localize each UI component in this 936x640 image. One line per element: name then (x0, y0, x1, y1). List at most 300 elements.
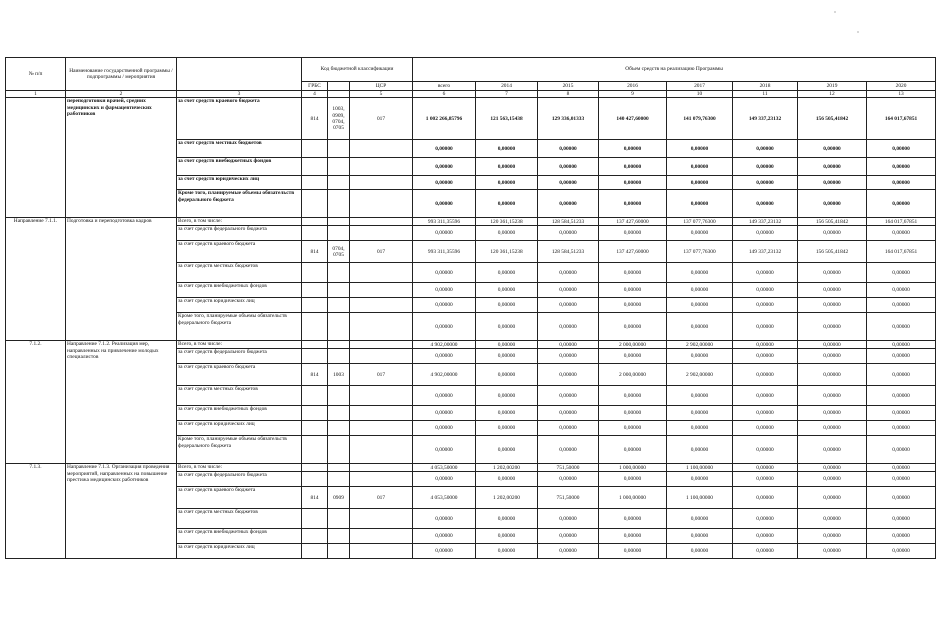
code-csr (350, 544, 413, 559)
code-csr (350, 140, 413, 158)
funding-source: за счет средств федерального бюджета (177, 226, 302, 241)
amount-cell: 0,00000 (667, 509, 733, 529)
amount-cell: 0,00000 (476, 341, 538, 349)
amount-cell: 0,00000 (538, 406, 599, 421)
amount-cell: 0,00000 (413, 176, 476, 190)
amount-cell: 4 902,00000 (413, 341, 476, 349)
header-year: 2020 (867, 82, 936, 91)
amount-cell: 0,00000 (599, 436, 667, 464)
amount-cell: 0,00000 (413, 226, 476, 241)
amount-cell: 140 427,60000 (599, 98, 667, 140)
amount-cell: 0,00000 (733, 364, 798, 386)
col-number: 5 (350, 91, 413, 98)
amount-cell: 0,00000 (476, 436, 538, 464)
amount-cell: 0,00000 (798, 341, 867, 349)
amount-cell: 0,00000 (413, 421, 476, 436)
amount-cell: 0,00000 (667, 313, 733, 341)
amount-cell: 0,00000 (733, 176, 798, 190)
amount-cell: 0,00000 (538, 436, 599, 464)
amount-cell: 0,00000 (798, 487, 867, 509)
amount-cell: 0,00000 (867, 509, 936, 529)
amount-cell: 0,00000 (667, 298, 733, 313)
code-grbs (302, 386, 328, 406)
amount-cell: 0,00000 (667, 349, 733, 364)
funding-source: за счет средств внебюджетных фондов (177, 406, 302, 421)
amount-cell: 0,00000 (599, 529, 667, 544)
amount-cell: 0,00000 (413, 386, 476, 406)
amount-cell: 0,00000 (733, 226, 798, 241)
amount-cell: 0,00000 (538, 364, 599, 386)
amount-cell: 0,00000 (599, 140, 667, 158)
amount-cell: 0,00000 (798, 436, 867, 464)
funding-source: Кроме того, планируемые объемы обязательств федерального бюджета (177, 313, 302, 341)
col-number (328, 91, 350, 98)
code-csr (350, 176, 413, 190)
amount-cell: 0,00000 (599, 158, 667, 176)
amount-cell: 0,00000 (867, 190, 936, 218)
amount-cell: 0,00000 (413, 509, 476, 529)
funding-source: за счет средств внебюджетных фондов (177, 158, 302, 176)
amount-cell: 0,00000 (538, 529, 599, 544)
code-grbs (302, 190, 328, 218)
code-rz (328, 283, 350, 298)
amount-cell: 156 505,41842 (798, 218, 867, 226)
code-grbs: 814 (302, 487, 328, 509)
amount-cell: 149 337,23132 (733, 98, 798, 140)
code-csr: 017 (350, 487, 413, 509)
amount-cell: 0,00000 (538, 509, 599, 529)
amount-cell: 0,00000 (476, 283, 538, 298)
amount-cell: 0,00000 (667, 263, 733, 283)
item-name: Направление 7.1.3. Организация проведения мероприятий, направленных на повышение престижа медицинских работников (66, 464, 177, 559)
item-number: 7.1.3. (6, 464, 66, 559)
amount-cell: 0,00000 (798, 298, 867, 313)
funding-source: за счет средств краевого бюджета (177, 364, 302, 386)
amount-cell: 0,00000 (538, 386, 599, 406)
amount-cell: 0,00000 (733, 313, 798, 341)
amount-cell: 0,00000 (599, 544, 667, 559)
amount-cell: 129 336,01333 (538, 98, 599, 140)
code-grbs (302, 421, 328, 436)
code-csr (350, 263, 413, 283)
code-rz (328, 544, 350, 559)
funding-source: за счет средств юридических лиц (177, 298, 302, 313)
code-csr: 017 (350, 364, 413, 386)
header-name: Наименование государственной программы / подпрограммы / мероприятия (66, 58, 177, 91)
amount-cell: 0,00000 (667, 176, 733, 190)
code-grbs: 814 (302, 241, 328, 263)
code-grbs (302, 218, 328, 226)
code-csr: 017 (350, 98, 413, 140)
budget-table (5, 57, 936, 559)
code-grbs (302, 406, 328, 421)
amount-cell: 0,00000 (798, 529, 867, 544)
amount-cell: 0,00000 (798, 140, 867, 158)
amount-cell: 0,00000 (867, 529, 936, 544)
amount-cell: 1 100,00000 (667, 487, 733, 509)
code-grbs (302, 298, 328, 313)
amount-cell: 0,00000 (733, 190, 798, 218)
amount-cell: 0,00000 (413, 263, 476, 283)
header-year: всего (413, 82, 476, 91)
amount-cell: 0,00000 (538, 263, 599, 283)
amount-cell: 0,00000 (733, 263, 798, 283)
amount-cell: 0,00000 (476, 349, 538, 364)
code-grbs: 814 (302, 98, 328, 140)
amount-cell: 0,00000 (733, 283, 798, 298)
amount-cell: 0,00000 (667, 529, 733, 544)
amount-cell: 0,00000 (798, 263, 867, 283)
amount-cell: 0,00000 (867, 487, 936, 509)
amount-cell: 0,00000 (867, 263, 936, 283)
amount-cell: 0,00000 (476, 509, 538, 529)
code-csr (350, 226, 413, 241)
code-rz (328, 226, 350, 241)
amount-cell: 4 053,50000 (413, 487, 476, 509)
funding-source: за счет средств местных бюджетов (177, 386, 302, 406)
amount-cell: 0,00000 (798, 421, 867, 436)
funding-source: за счет средств юридических лиц (177, 544, 302, 559)
amount-cell: 0,00000 (733, 487, 798, 509)
col-number: 4 (302, 91, 328, 98)
amount-cell: 0,00000 (476, 140, 538, 158)
amount-cell: 0,00000 (867, 341, 936, 349)
amount-cell: 0,00000 (867, 226, 936, 241)
item-name: переподготовки врачей, средних медицинских и фармацевтических работников (66, 98, 177, 218)
code-rz (328, 421, 350, 436)
amount-cell: 0,00000 (667, 421, 733, 436)
code-csr (350, 158, 413, 176)
amount-cell: 0,00000 (667, 472, 733, 487)
header-code: Код бюджетной классификации (302, 58, 413, 82)
code-grbs (302, 341, 328, 349)
amount-cell: 0,00000 (476, 226, 538, 241)
funding-source: за счет средств местных бюджетов (177, 140, 302, 158)
code-rz (328, 349, 350, 364)
code-grbs (302, 283, 328, 298)
funding-source: Всего, в том числе: (177, 464, 302, 472)
amount-cell: 164 017,67851 (867, 241, 936, 263)
amount-cell: 0,00000 (413, 313, 476, 341)
code-csr (350, 283, 413, 298)
amount-cell: 0,00000 (599, 349, 667, 364)
code-csr (350, 349, 413, 364)
code-csr (350, 406, 413, 421)
amount-cell: 0,00000 (798, 509, 867, 529)
amount-cell: 0,00000 (476, 421, 538, 436)
amount-cell: 0,00000 (476, 190, 538, 218)
code-rz (328, 341, 350, 349)
funding-source: за счет средств юридических лиц (177, 421, 302, 436)
amount-cell: 0,00000 (867, 472, 936, 487)
amount-cell: 0,00000 (538, 176, 599, 190)
header-csr: ЦСР (350, 82, 413, 91)
amount-cell: 0,00000 (798, 406, 867, 421)
amount-cell: 0,00000 (733, 386, 798, 406)
amount-cell: 0,00000 (599, 190, 667, 218)
amount-cell: 156 505,41842 (798, 98, 867, 140)
amount-cell: 1 202,00200 (476, 487, 538, 509)
amount-cell: 120 361,15238 (476, 218, 538, 226)
amount-cell: 0,00000 (538, 349, 599, 364)
funding-source: за счет средств краевого бюджета (177, 98, 302, 140)
col-number: 11 (733, 91, 798, 98)
amount-cell: 0,00000 (798, 283, 867, 298)
code-grbs (302, 472, 328, 487)
amount-cell: 0,00000 (733, 436, 798, 464)
amount-cell: 4 053,50000 (413, 464, 476, 472)
amount-cell: 0,00000 (599, 176, 667, 190)
amount-cell: 0,00000 (599, 263, 667, 283)
amount-cell: 0,00000 (476, 386, 538, 406)
amount-cell: 0,00000 (599, 509, 667, 529)
amount-cell: 0,00000 (867, 364, 936, 386)
amount-cell: 0,00000 (667, 406, 733, 421)
header-rz (328, 82, 350, 91)
amount-cell: 0,00000 (733, 464, 798, 472)
amount-cell: 149 337,23132 (733, 218, 798, 226)
amount-cell: 0,00000 (538, 283, 599, 298)
amount-cell: 0,00000 (599, 313, 667, 341)
amount-cell: 0,00000 (538, 140, 599, 158)
header-source (177, 58, 302, 91)
amount-cell: 0,00000 (599, 386, 667, 406)
amount-cell: 0,00000 (538, 298, 599, 313)
amount-cell: 0,00000 (667, 158, 733, 176)
amount-cell: 2 902,00000 (667, 364, 733, 386)
amount-cell: 0,00000 (667, 140, 733, 158)
amount-cell: 0,00000 (413, 529, 476, 544)
funding-source: за счет средств местных бюджетов (177, 509, 302, 529)
amount-cell: 0,00000 (798, 226, 867, 241)
code-csr (350, 464, 413, 472)
code-csr (350, 313, 413, 341)
amount-cell: 0,00000 (667, 283, 733, 298)
code-rz (328, 436, 350, 464)
col-number: 3 (177, 91, 302, 98)
amount-cell: 1 002 266,85796 (413, 98, 476, 140)
code-csr: 017 (350, 241, 413, 263)
code-rz: 1003, 0909, 0704, 0705 (328, 98, 350, 140)
amount-cell: 0,00000 (733, 140, 798, 158)
table-row (6, 464, 936, 472)
amount-cell: 0,00000 (476, 298, 538, 313)
col-number: 8 (538, 91, 599, 98)
amount-cell: 993 311,35596 (413, 218, 476, 226)
amount-cell: 0,00000 (733, 529, 798, 544)
amount-cell: 0,00000 (413, 298, 476, 313)
amount-cell: 121 563,15438 (476, 98, 538, 140)
amount-cell: 0,00000 (798, 158, 867, 176)
amount-cell: 0,00000 (599, 226, 667, 241)
amount-cell: 0,00000 (413, 472, 476, 487)
code-grbs: 814 (302, 364, 328, 386)
amount-cell: 0,00000 (733, 421, 798, 436)
amount-cell: 0,00000 (476, 158, 538, 176)
amount-cell: 0,00000 (798, 176, 867, 190)
table-row (6, 341, 936, 349)
amount-cell: 0,00000 (413, 544, 476, 559)
amount-cell: 0,00000 (667, 436, 733, 464)
amount-cell: 0,00000 (867, 283, 936, 298)
amount-cell: 141 079,76300 (667, 98, 733, 140)
amount-cell: 137 427,60000 (599, 218, 667, 226)
code-rz (328, 140, 350, 158)
item-name: Подготовка и переподготовка кадров (66, 218, 177, 341)
amount-cell: 0,00000 (413, 436, 476, 464)
amount-cell: 0,00000 (538, 158, 599, 176)
funding-source: за счет средств краевого бюджета (177, 487, 302, 509)
amount-cell: 128 584,51233 (538, 218, 599, 226)
code-csr (350, 298, 413, 313)
code-rz (328, 298, 350, 313)
amount-cell: 164 017,67851 (867, 218, 936, 226)
amount-cell: 0,00000 (599, 406, 667, 421)
amount-cell: 751,50000 (538, 487, 599, 509)
header-grbs: ГРБС (302, 82, 328, 91)
amount-cell: 137 427,60000 (599, 241, 667, 263)
amount-cell: 0,00000 (798, 190, 867, 218)
header-year: 2019 (798, 82, 867, 91)
amount-cell: 0,00000 (733, 544, 798, 559)
amount-cell: 0,00000 (413, 283, 476, 298)
code-rz (328, 158, 350, 176)
amount-cell: 0,00000 (798, 472, 867, 487)
funding-source: за счет средств федерального бюджета (177, 472, 302, 487)
amount-cell: 0,00000 (867, 464, 936, 472)
amount-cell: 0,00000 (476, 313, 538, 341)
code-rz (328, 263, 350, 283)
amount-cell: 0,00000 (733, 349, 798, 364)
code-rz (328, 176, 350, 190)
col-number: 1 (6, 91, 66, 98)
code-csr (350, 190, 413, 218)
amount-cell: 0,00000 (413, 349, 476, 364)
amount-cell: 0,00000 (599, 421, 667, 436)
amount-cell: 0,00000 (476, 472, 538, 487)
amount-cell: 128 584,51233 (538, 241, 599, 263)
item-name: Направление 7.1.2. Реализация мер, направленных на привлечение молодых специалистов (66, 341, 177, 464)
col-number: 6 (413, 91, 476, 98)
col-number: 10 (667, 91, 733, 98)
amount-cell: 2 000,00000 (599, 364, 667, 386)
amount-cell: 0,00000 (538, 190, 599, 218)
amount-cell: 2 902,00000 (667, 341, 733, 349)
amount-cell: 0,00000 (599, 283, 667, 298)
amount-cell: 0,00000 (413, 190, 476, 218)
amount-cell: 0,00000 (798, 313, 867, 341)
amount-cell: 0,00000 (867, 421, 936, 436)
header-year: 2015 (538, 82, 599, 91)
code-grbs (302, 436, 328, 464)
code-csr (350, 436, 413, 464)
col-number: 2 (66, 91, 177, 98)
amount-cell: 137 077,76300 (667, 218, 733, 226)
amount-cell: 993 311,35596 (413, 241, 476, 263)
code-rz: 0704, 0705 (328, 241, 350, 263)
code-rz (328, 386, 350, 406)
code-rz (328, 464, 350, 472)
code-rz (328, 313, 350, 341)
amount-cell: 0,00000 (599, 298, 667, 313)
amount-cell: 0,00000 (538, 421, 599, 436)
code-grbs (302, 529, 328, 544)
amount-cell: 1 000,00000 (599, 487, 667, 509)
amount-cell: 156 505,41842 (798, 241, 867, 263)
funding-source: Кроме того, планируемые объемы обязательств федерального бюджета (177, 190, 302, 218)
amount-cell: 0,00000 (599, 472, 667, 487)
amount-cell: 120 361,15238 (476, 241, 538, 263)
amount-cell: 0,00000 (413, 158, 476, 176)
code-csr (350, 218, 413, 226)
code-grbs (302, 140, 328, 158)
code-rz (328, 472, 350, 487)
code-grbs (302, 158, 328, 176)
amount-cell: 751,50000 (538, 464, 599, 472)
amount-cell: 0,00000 (476, 406, 538, 421)
amount-cell: 0,00000 (538, 472, 599, 487)
amount-cell: 2 000,00000 (599, 341, 667, 349)
code-grbs (302, 226, 328, 241)
code-csr (350, 529, 413, 544)
amount-cell: 0,00000 (476, 544, 538, 559)
col-number: 12 (798, 91, 867, 98)
table-row (6, 98, 936, 140)
item-number: Направление 7.1.1. (6, 218, 66, 341)
amount-cell: 0,00000 (733, 509, 798, 529)
amount-cell: 0,00000 (538, 341, 599, 349)
header-year: 2017 (667, 82, 733, 91)
code-rz (328, 529, 350, 544)
funding-source: за счет средств внебюджетных фондов (177, 529, 302, 544)
amount-cell: 149 337,23132 (733, 241, 798, 263)
amount-cell: 0,00000 (667, 226, 733, 241)
header-volume: Объем средств на реализацию Программы (413, 58, 936, 82)
amount-cell: 0,00000 (867, 436, 936, 464)
amount-cell: 0,00000 (476, 529, 538, 544)
amount-cell: 0,00000 (798, 544, 867, 559)
code-grbs (302, 263, 328, 283)
amount-cell: 0,00000 (867, 176, 936, 190)
header-year: 2016 (599, 82, 667, 91)
amount-cell: 0,00000 (798, 464, 867, 472)
amount-cell: 137 077,76300 (667, 241, 733, 263)
funding-source: за счет средств краевого бюджета (177, 241, 302, 263)
amount-cell: 0,00000 (733, 298, 798, 313)
funding-source: Кроме того, планируемые объемы обязательств федерального бюджета (177, 436, 302, 464)
amount-cell: 0,00000 (538, 313, 599, 341)
code-csr (350, 386, 413, 406)
col-number: 13 (867, 91, 936, 98)
code-grbs (302, 349, 328, 364)
amount-cell: 1 202,00200 (476, 464, 538, 472)
code-rz (328, 509, 350, 529)
funding-source: за счет средств местных бюджетов (177, 263, 302, 283)
col-number: 7 (476, 91, 538, 98)
amount-cell: 0,00000 (476, 176, 538, 190)
item-number (6, 98, 66, 218)
funding-source: Всего, в том числе: (177, 341, 302, 349)
amount-cell: 0,00000 (867, 544, 936, 559)
code-rz: 1003 (328, 364, 350, 386)
amount-cell: 0,00000 (867, 349, 936, 364)
code-rz (328, 218, 350, 226)
funding-source: за счет средств юридических лиц (177, 176, 302, 190)
item-number: 7.1.2. (6, 341, 66, 464)
code-grbs (302, 313, 328, 341)
code-grbs (302, 544, 328, 559)
amount-cell: 0,00000 (733, 472, 798, 487)
